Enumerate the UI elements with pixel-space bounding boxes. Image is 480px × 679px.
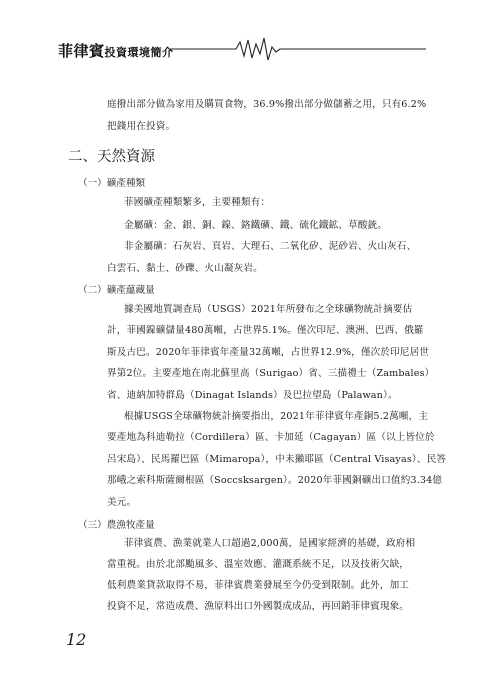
text-line: 美元。 — [107, 496, 137, 508]
text-line: 根據USGS全球礦物統計摘要指出，2021年菲律賓年產銅5.2萬噸，主 — [124, 411, 429, 423]
text-line: 菲律賓農、漁業就業人口超過2,000萬，是國家經濟的基礎，政府相 — [124, 538, 416, 550]
subsection-label: （一）礦產種類 — [78, 178, 146, 190]
text-line: 省、迪納加特群島（Dinagat Islands）及巴拉望島（Palawan）。 — [107, 389, 398, 401]
page-number: 12 — [66, 630, 87, 649]
text-line: 菲國礦產種類繁多，主要種類有： — [124, 197, 271, 209]
subsection-label: （二）礦產蘊藏量 — [78, 285, 155, 297]
section-heading: 二、天然資源 — [68, 149, 155, 165]
text-line: 那峨之索科斯薩爾根區（Soccsksargen）。2020年菲國銅礦出口值約3.34億 — [107, 474, 443, 486]
text-line: 低利農業貸款取得不易，菲律賓農業發展至今仍受到限制。此外，加工 — [107, 580, 410, 592]
text-line: 把錢用在投資。 — [107, 120, 176, 132]
text-line: 庭撥出部分做為家用及購買食物，36.9%撥出部分做儲蓄之用，只有6.2% — [107, 99, 427, 110]
text-line: 呂宋島）、民馬羅巴區（Mimaropa），中未獺耶區（Central Visayas）、民答 — [107, 454, 447, 465]
subsection-label: （三）農漁牧產量 — [78, 519, 155, 531]
text-line: 據美國地質調查局（USGS）2021年所發布之全球礦物統計摘要估 — [124, 304, 413, 316]
page-header — [0, 0, 480, 70]
text-line: 斯及古巴。2020年菲律賓年產量32萬噸，占世界12.9%，僅次於印尼居世 — [107, 347, 430, 358]
text-line: 計，菲國鎳礦儲量480萬噸，占世界5.1%。僅次印尼、澳洲、巴西、俄羅 — [107, 325, 424, 337]
header-title-sub: 投資環境簡介 — [104, 46, 174, 59]
text-line: 界第2位。主要產地在南北蘇里高（Surigao）省、三描禮士（Zambales） — [107, 367, 435, 379]
header-title — [58, 40, 174, 61]
text-line: 當重視。由於北部颱風多、溫室效應、灌溉系統不足，以及技術欠缺， — [107, 559, 410, 571]
text-line: 投資不足，常造成農、漁原料出口外國製成成品，再回銷菲律賓現象。 — [107, 601, 410, 612]
text-line: 白雲石、黏土、砂礫、火山凝灰岩。 — [107, 262, 263, 274]
header-title-main: 菲律賓 — [58, 42, 105, 60]
text-line: 非金屬礦：石灰岩、頁岩、大理石、二氧化矽、泥砂岩、火山灰石、 — [124, 240, 417, 252]
text-line: 金屬礦：金、銀、銅、鎳、鉻鐵礦、鐵、硫化鐵鉱、草酸銃。 — [124, 219, 388, 231]
text-line: 要產地為科迪勒拉（Cordillera）區、卡加延（Cagayan）區（以上皆位於 — [107, 432, 435, 444]
